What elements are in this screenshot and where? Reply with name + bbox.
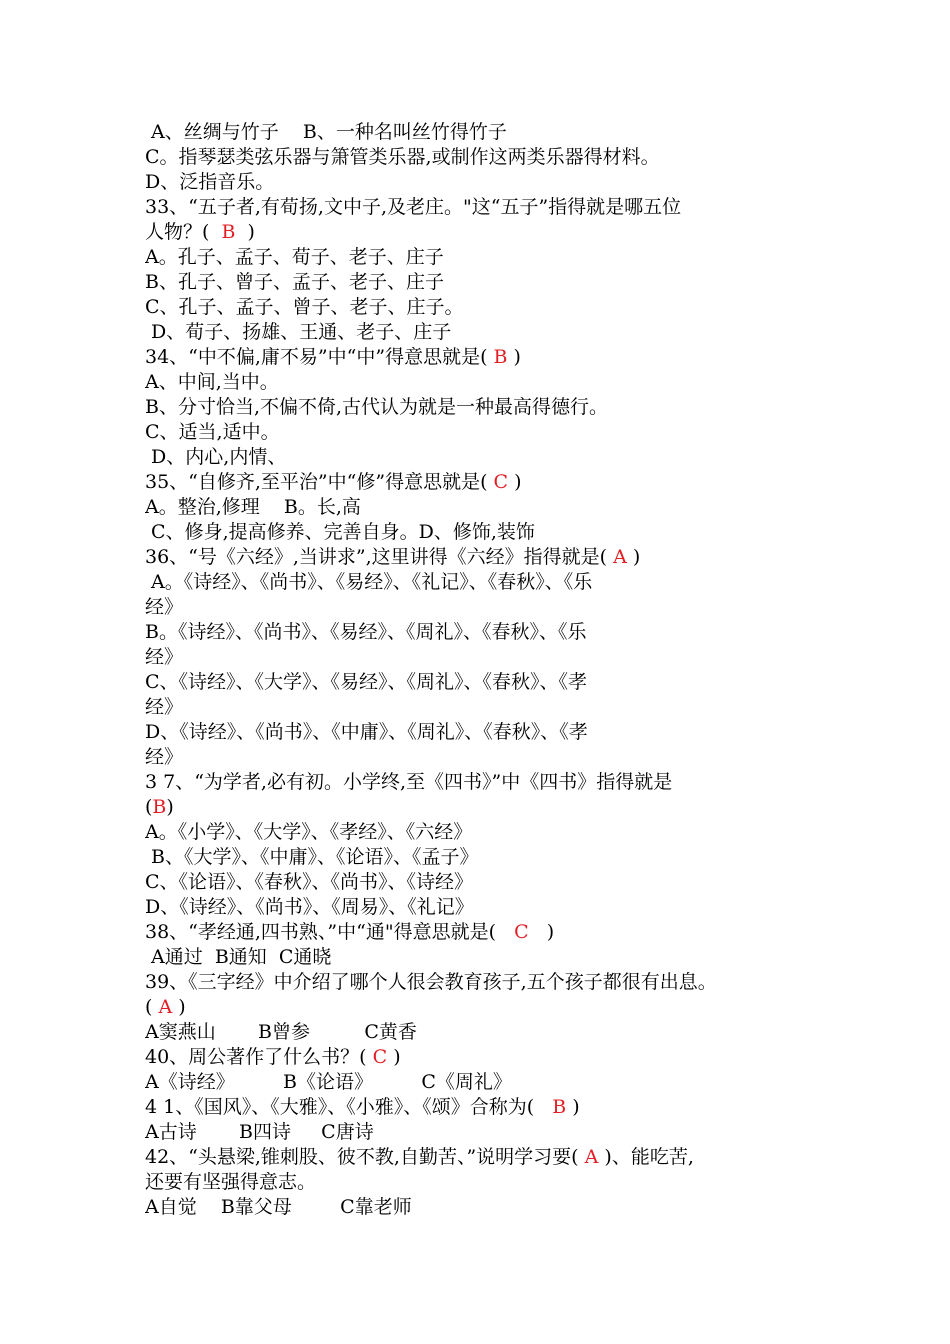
text-line <box>145 145 825 170</box>
text-segment: A通过 B通知 C通晓 <box>145 946 332 968</box>
answer-letter: C <box>493 471 509 493</box>
text-line <box>145 395 825 420</box>
text-segment: ) <box>507 346 521 368</box>
text-line <box>145 770 825 795</box>
text-segment: 经》 <box>145 696 184 718</box>
text-line <box>145 820 825 845</box>
text-segment: 33、“五子者,有荀扬,文中子,及老庄。"这“五子”指得就是哪五位 <box>145 196 682 218</box>
text-line <box>145 370 825 395</box>
text-line <box>145 920 825 945</box>
text-segment: A。《诗经》、《尚书》、《易经》、《礼记》、《春秋》、《乐 <box>145 571 593 593</box>
text-segment: A自觉 B靠父母 C靠老师 <box>145 1196 412 1218</box>
text-line <box>145 345 825 370</box>
document-page <box>145 120 825 1220</box>
text-segment: B、分寸恰当,不偏不倚,古代认为就是一种最高得德行。 <box>145 396 609 418</box>
text-line <box>145 595 825 620</box>
text-segment: ) <box>172 996 186 1018</box>
text-line <box>145 1020 825 1045</box>
text-segment: ( <box>145 796 153 818</box>
text-line <box>145 995 825 1020</box>
answer-letter: B <box>552 1096 567 1118</box>
text-line <box>145 545 825 570</box>
text-segment: A、丝绸与竹子 B、一种名叫丝竹得竹子 <box>145 121 507 143</box>
text-line <box>145 1045 825 1070</box>
text-segment: B、《大学》、《中庸》、《论语》、《孟子》 <box>145 846 479 868</box>
text-segment: D、荀子、扬雄、王通、老子、庄子 <box>145 321 452 343</box>
text-segment: 36、“号《六经》,当讲求”,这里讲得《六经》指得就是( <box>145 546 614 568</box>
text-segment: D、《诗经》、《尚书》、《中庸》、《周礼》、《春秋》、《孝 <box>145 721 588 743</box>
text-line <box>145 570 825 595</box>
text-segment: ( <box>145 996 159 1018</box>
text-segment: 42、“头悬梁,锥刺股、彼不教,自勤苦、”说明学习要( <box>145 1146 585 1168</box>
text-segment: ) <box>235 221 255 243</box>
text-line <box>145 470 825 495</box>
text-segment: C、孔子、孟子、曾子、老子、庄子。 <box>145 296 464 318</box>
text-line <box>145 1095 825 1120</box>
text-segment: D、《诗经》、《尚书》、《周易》、《礼记》 <box>145 896 474 918</box>
text-segment: ) <box>626 546 641 568</box>
answer-letter: C <box>514 921 529 943</box>
text-line <box>145 445 825 470</box>
text-segment: D、内心,内情、 <box>145 446 287 468</box>
text-line <box>145 245 825 270</box>
text-line <box>145 520 825 545</box>
text-segment: C、《诗经》、《大学》、《易经》、《周礼》、《春秋》、《孝 <box>145 671 588 693</box>
answer-letter: C <box>372 1046 388 1068</box>
text-segment: 人物？( <box>145 221 222 243</box>
text-line <box>145 1170 825 1195</box>
text-segment: 39、《三字经》中介绍了哪个人很会教育孩子,五个孩子都很有出息。 <box>145 971 717 993</box>
text-segment: B。《诗经》、《尚书》、《易经》、《周礼》、《春秋》、《乐 <box>145 621 587 643</box>
answer-letter: B <box>221 221 236 243</box>
text-line <box>145 645 825 670</box>
text-line <box>145 720 825 745</box>
text-segment: 40、周公著作了什么书？( <box>145 1046 373 1068</box>
text-line <box>145 1145 825 1170</box>
text-line <box>145 670 825 695</box>
text-line <box>145 745 825 770</box>
text-segment: ) <box>566 1096 580 1118</box>
answer-letter: A <box>584 1146 599 1168</box>
text-line <box>145 495 825 520</box>
text-segment: D、泛指音乐。 <box>145 171 275 193</box>
answer-letter: A <box>613 546 627 568</box>
text-segment: A。《小学》、《大学》、《孝经》、《六经》 <box>145 821 473 843</box>
text-segment: 经》 <box>145 596 184 618</box>
text-segment: 经》 <box>145 646 184 668</box>
text-line <box>145 220 825 245</box>
text-segment: 34、“中不偏,庸不易”中“中”得意思就是( <box>145 346 494 368</box>
text-line <box>145 170 825 195</box>
answer-letter: A <box>158 996 173 1018</box>
text-segment: C。指琴瑟类弦乐器与箫管类乐器,或制作这两类乐器得材料。 <box>145 146 660 168</box>
text-line <box>145 270 825 295</box>
text-segment: A《诗经》 B《论语》 C《周礼》 <box>145 1071 512 1093</box>
text-segment: B、孔子、曾子、孟子、老子、庄子 <box>145 271 444 293</box>
text-line <box>145 620 825 645</box>
text-line <box>145 1070 825 1095</box>
text-segment: C、修身,提高修养、完善自身。D、修饰,装饰 <box>145 521 535 543</box>
text-line <box>145 420 825 445</box>
text-segment: ) <box>528 921 555 943</box>
text-line <box>145 295 825 320</box>
text-line <box>145 1120 825 1145</box>
text-segment: 还要有坚强得意志。 <box>145 1171 317 1193</box>
text-line <box>145 895 825 920</box>
text-line <box>145 870 825 895</box>
text-segment: 经》 <box>145 746 184 768</box>
text-line <box>145 1195 825 1220</box>
text-segment: ) <box>387 1046 401 1068</box>
text-segment: 38、“孝经通,四书熟、”中“通"得意思就是( <box>145 921 515 943</box>
answer-letter: B <box>493 346 508 368</box>
text-line <box>145 970 825 995</box>
text-segment: A、中间,当中。 <box>145 371 279 393</box>
text-segment: ) <box>166 796 174 818</box>
answer-letter: B <box>152 796 167 818</box>
text-line <box>145 795 825 820</box>
text-segment: C、适当,适中。 <box>145 421 280 443</box>
text-segment: A。整治,修理 B。长,高 <box>145 496 361 518</box>
text-segment: 3 7、“为学者,必有初。小学终,至《四书》”中《四书》指得就是 <box>145 771 673 793</box>
text-line <box>145 845 825 870</box>
text-segment: A窦燕山 B曾参 C黄香 <box>145 1021 417 1043</box>
text-segment: 35、“自修齐,至平治”中“修”得意思就是( <box>145 471 494 493</box>
text-segment: )、能吃苦, <box>598 1146 694 1168</box>
text-segment: C、《论语》、《春秋》、《尚书》、《诗经》 <box>145 871 474 893</box>
text-segment: 4 1、《国风》、《大雅》、《小雅》、《颂》合称为( <box>145 1096 553 1118</box>
text-segment: A。孔子、孟子、荀子、老子、庄子 <box>145 246 444 268</box>
text-line <box>145 120 825 145</box>
text-line <box>145 945 825 970</box>
text-line <box>145 695 825 720</box>
text-segment: ) <box>508 471 522 493</box>
text-line <box>145 320 825 345</box>
text-line <box>145 195 825 220</box>
text-segment: A古诗 B四诗 C唐诗 <box>145 1121 374 1143</box>
